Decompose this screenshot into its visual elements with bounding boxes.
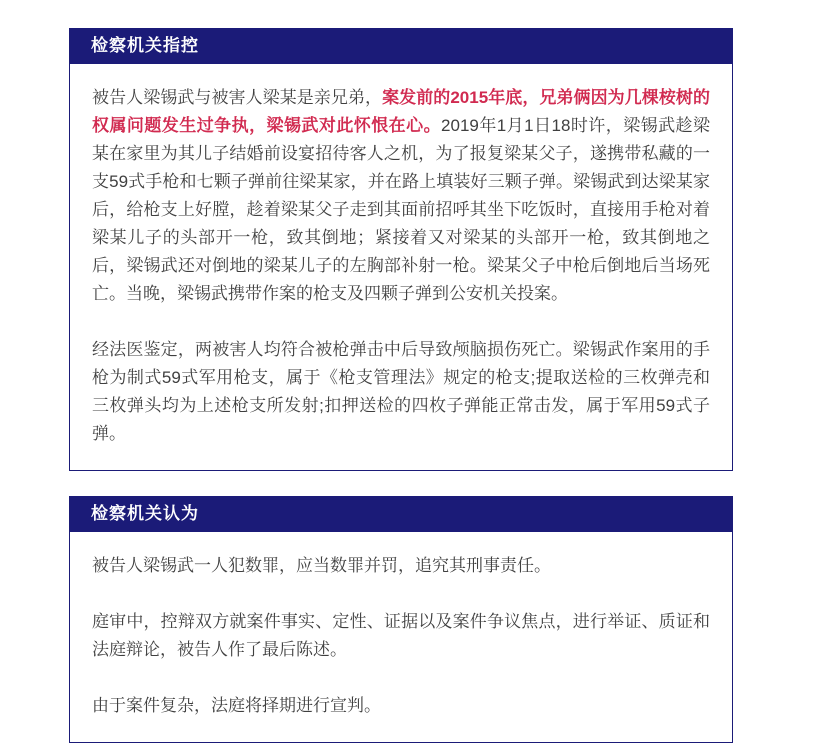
text-run: 由于案件复杂，法庭将择期进行宣判。 (92, 696, 381, 715)
text-run: 被告人梁锡武一人犯数罪，应当数罪并罚，追究其刑事责任。 (92, 556, 551, 575)
text-run: 2019年1月1日18时许，梁锡武趁梁某在家里为其儿子结婚前设宴招待客人之机，为了报复梁某父子，遂携带私藏的一支59式手枪和七颗子弹前往梁某家，并在路上填装好三颗子弹。梁锡武到达梁某家后，给枪支上好膛，趁着梁某父子走到其面前招呼其坐下吃饭时，直接用手枪对着梁某儿子的头部开一枪，致其倒地；紧接着又对梁某的头部开一枪，致其倒地之后，梁锡武还对倒地的梁某儿子的左胸部补射一枪。梁某父子中枪后倒地后当场死亡。当晚，梁锡武携带作案的枪支及四颗子弹到公安机关投案。 (92, 116, 711, 303)
text-run: 庭审中，控辩双方就案件事实、定性、证据以及案件争议焦点，进行举证、质证和法庭辩论，被告人作了最后陈述。 (92, 612, 710, 659)
paragraph (92, 84, 710, 308)
paragraph (92, 336, 710, 448)
text-run: 经法医鉴定，两被害人均符合被枪弹击中后导致颅脑损伤死亡。梁锡武作案用的手枪为制式59式军用枪支，属于《枪支管理法》规定的枪支;提取送检的三枚弹壳和三枚弹头均为上述枪支所发射;扣押送检的四枚子弹能正常击发，属于军用59式子弹。 (92, 340, 710, 443)
section-header (69, 496, 733, 532)
text-run: 被告人梁锡武与被害人梁某是亲兄弟， (92, 88, 383, 107)
section-card (69, 496, 733, 743)
article (69, 0, 733, 743)
section-header (69, 28, 733, 64)
section-title: 检察机关指控 (91, 36, 199, 55)
highlight-text-run: 案发前的2015年底，兄弟俩因为几棵桉树的权属问题发生过争执，梁锡武对此怀恨在心。 (92, 88, 710, 135)
paragraph (92, 692, 710, 720)
section-body (70, 532, 732, 742)
paragraph (92, 608, 710, 664)
section-title: 检察机关认为 (91, 504, 199, 523)
section-card (69, 28, 733, 471)
paragraph (92, 552, 710, 580)
section-body (70, 64, 732, 470)
